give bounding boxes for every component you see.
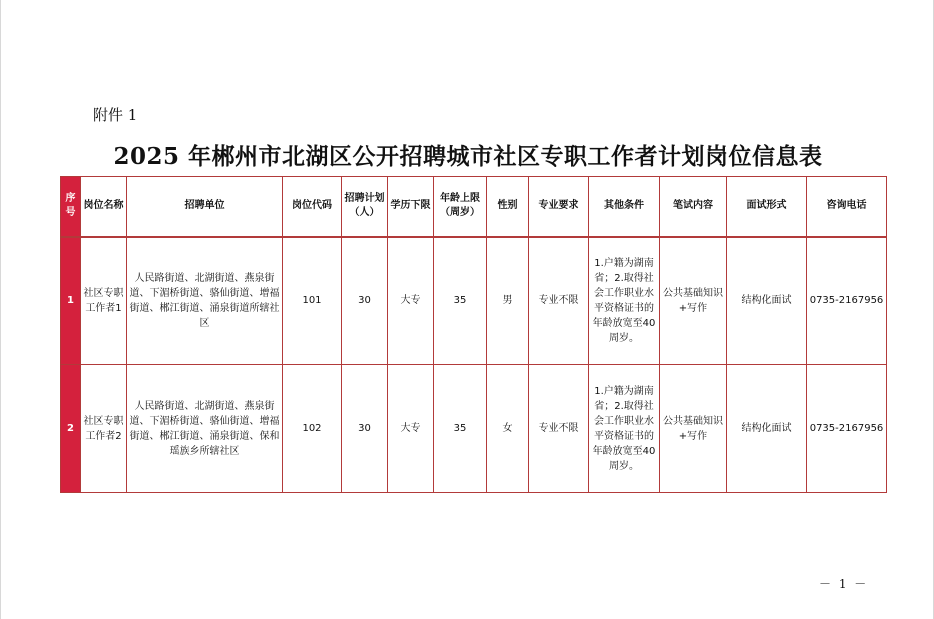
row-plan: 30 — [342, 365, 388, 493]
row-interview: 结构化面试 — [727, 237, 807, 365]
header-written: 笔试内容 — [660, 177, 727, 237]
row-seq: 2 — [61, 365, 81, 493]
header-phone: 咨询电话 — [807, 177, 887, 237]
row-other: 1.户籍为湖南省；2.取得社会工作职业水平资格证书的年龄放宽至40周岁。 — [589, 365, 660, 493]
row-code: 101 — [283, 237, 342, 365]
row-edu: 大专 — [388, 237, 434, 365]
table-row — [61, 365, 887, 493]
row-plan: 30 — [342, 237, 388, 365]
row-gender: 女 — [487, 365, 529, 493]
row-unit: 人民路街道、北湖街道、燕泉街道、下湄桥街道、骆仙街道、增福街道、郴江街道、涌泉街道所辖社区 — [127, 237, 283, 365]
row-post-name: 社区专职工作者1 — [81, 237, 127, 365]
row-age: 35 — [434, 365, 487, 493]
document-title: 2025 年郴州市北湖区公开招聘城市社区专职工作者计划岗位信息表 — [113, 143, 823, 170]
row-unit: 人民路街道、北湖街道、燕泉街道、下湄桥街道、骆仙街道、增福街道、郴江街道、涌泉街道、保和瑶族乡所辖社区 — [127, 365, 283, 493]
row-age: 35 — [434, 237, 487, 365]
header-interview: 面试形式 — [727, 177, 807, 237]
attachment-label: 附件 1 — [93, 106, 138, 124]
row-other: 1.户籍为湖南省；2.取得社会工作职业水平资格证书的年龄放宽至40周岁。 — [589, 237, 660, 365]
row-code: 102 — [283, 365, 342, 493]
row-post-name: 社区专职工作者2 — [81, 365, 127, 493]
header-major: 专业要求 — [529, 177, 589, 237]
header-code: 岗位代码 — [283, 177, 342, 237]
header-unit: 招聘单位 — [127, 177, 283, 237]
recruitment-table — [60, 176, 887, 493]
header-age: 年龄上限（周岁） — [434, 177, 487, 237]
table-header-row — [61, 177, 887, 237]
row-phone: 0735-2167956 — [807, 237, 887, 365]
header-other: 其他条件 — [589, 177, 660, 237]
row-major: 专业不限 — [529, 365, 589, 493]
row-interview: 结构化面试 — [727, 365, 807, 493]
header-gender: 性别 — [487, 177, 529, 237]
header-plan: 招聘计划（人） — [342, 177, 388, 237]
header-edu: 学历下限 — [388, 177, 434, 237]
page-number: － 1 － — [819, 577, 869, 591]
row-written: 公共基础知识+写作 — [660, 237, 727, 365]
row-major: 专业不限 — [529, 237, 589, 365]
row-phone: 0735-2167956 — [807, 365, 887, 493]
table-row — [61, 237, 887, 365]
row-written: 公共基础知识+写作 — [660, 365, 727, 493]
header-post-name: 岗位名称 — [81, 177, 127, 237]
header-seq: 序号 — [61, 177, 81, 237]
row-seq: 1 — [61, 237, 81, 365]
row-edu: 大专 — [388, 365, 434, 493]
row-gender: 男 — [487, 237, 529, 365]
